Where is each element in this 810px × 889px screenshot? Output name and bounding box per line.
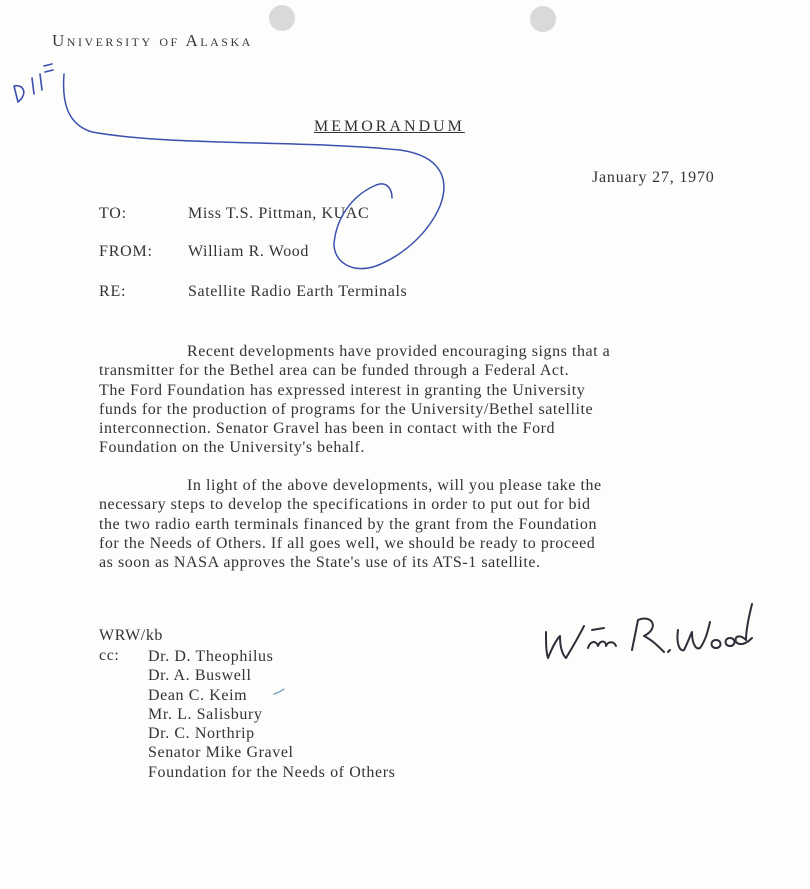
paragraph-line: In light of the above developments, will you please take the [187, 477, 602, 494]
paragraph-line: interconnection. Senator Gravel has been in contact with the Ford [99, 420, 556, 438]
paragraph-line: The Ford Foundation has expressed interest in granting the University [99, 381, 586, 399]
from-value: William R. Wood [188, 243, 309, 260]
re-value: Satellite Radio Earth Terminals [188, 283, 408, 300]
typist-initials: WRW/kb [99, 627, 164, 644]
paragraph-line: funds for the production of programs for the University/Bethel satellite [99, 400, 594, 418]
cc-recipient: Dr. D. Theophilus [148, 648, 274, 665]
cc-recipient: Dean C. Keim [148, 686, 248, 704]
paragraph-line: Recent developments have provided encouraging signs that a [187, 343, 611, 360]
cc-recipient: Dr. A. Buswell [148, 667, 252, 685]
paragraph-line: Foundation on the University's behalf. [99, 439, 365, 457]
from-label: FROM: [99, 243, 153, 260]
memo-date: January 27, 1970 [592, 169, 715, 186]
cc-recipient: Dr. C. Northrip [148, 725, 255, 743]
paragraph-line: the two radio earth terminals financed by the grant from the Foundation [99, 515, 598, 533]
paragraph-line: transmitter for the Bethel area can be funded through a Federal Act. [99, 362, 570, 380]
cc-recipient: Mr. L. Salisbury [148, 705, 263, 723]
routing-loop-mark [64, 74, 444, 269]
letterhead: University of Alaska [52, 31, 253, 50]
to-value: Miss T.S. Pittman, KUAC [188, 205, 370, 222]
cc-recipient: Foundation for the Needs of Others [148, 763, 396, 781]
paragraph-line: necessary steps to develop the specifications in order to put out for bid [99, 496, 591, 514]
signature-image [546, 604, 752, 658]
cc-recipient: Senator Mike Gravel [148, 744, 294, 762]
margin-note-handwriting [14, 64, 53, 102]
paragraph-line: for the Needs of Others. If all goes well, we should be ready to proceed [99, 534, 596, 552]
check-mark [274, 689, 284, 694]
memo-title: MEMORANDUM [314, 118, 465, 135]
to-label: TO: [99, 205, 127, 222]
paragraph-line: as soon as NASA approves the State's use of its ATS-1 satellite. [99, 554, 541, 572]
re-label: RE: [99, 283, 127, 300]
cc-label: cc: [99, 647, 120, 664]
